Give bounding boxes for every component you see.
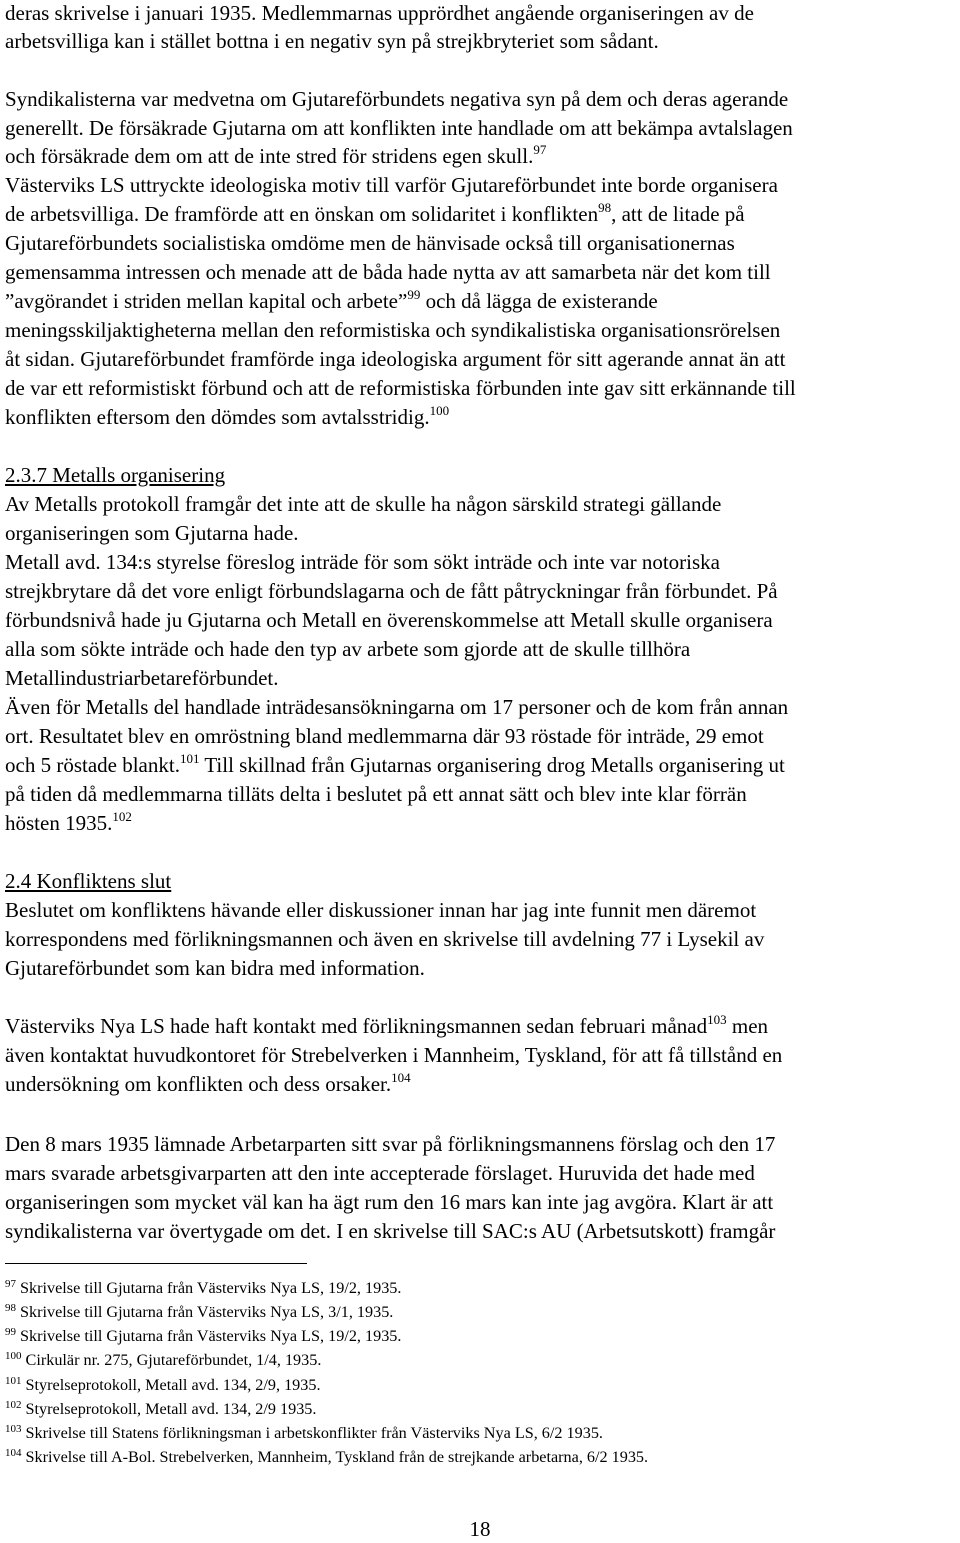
body-line	[5, 404, 449, 430]
footnote-number: 101	[5, 1375, 22, 1387]
footnote-number: 97	[5, 1278, 16, 1290]
footnote-text: Skrivelse till Statens förlikningsman i arbetskonflikter från Västerviks Nya LS, 6/2 1935.	[25, 1424, 603, 1442]
body-line: Gjutareförbundet som kan bidra med information.	[5, 956, 425, 980]
section-heading-metall: 2.3.7 Metalls organisering	[5, 463, 226, 487]
body-line	[5, 143, 546, 169]
body-line: korrespondens med förlikningsmannen och även en skrivelse till avdelning 77 i Lysekil av	[5, 927, 765, 951]
body-line: på tiden då medlemmarna tilläts delta i beslutet på ett annat sätt och blev inte klar förrän	[5, 782, 747, 806]
body-text: konflikten eftersom den dömdes som avtalsstridig.	[5, 405, 430, 429]
footnote	[5, 1399, 316, 1419]
footnote-number: 103	[5, 1423, 22, 1435]
footnote-number: 100	[5, 1350, 22, 1362]
body-text: och då lägga de existerande	[420, 289, 658, 313]
body-line: åt sidan. Gjutareförbundet framförde inga ideologiska argument för sitt agerande annat än att	[5, 347, 786, 371]
quote-text: ”avgörandet i striden mellan kapital och arbete”	[5, 289, 408, 313]
body-line: Metall avd. 134:s styrelse föreslog inträde för som sökt inträde och inte var notoriska	[5, 550, 720, 574]
body-line	[5, 810, 132, 836]
body-line: de var ett reformistiskt förbund och att de reformistiska förbunden inte gav sitt erkännande till	[5, 376, 796, 400]
body-line: syndikalisterna var övertygade om det. I en skrivelse till SAC:s AU (Arbetsutskott) framgår	[5, 1219, 776, 1243]
body-line: meningsskiljaktigheterna mellan den reformistiska och syndikalistiska organisationsrörelsen	[5, 318, 781, 342]
footnote-text: Skrivelse till A-Bol. Strebelverken, Mannheim, Tyskland från de strejkande arbetarna, 6/2 1935.	[25, 1448, 649, 1466]
footnote	[5, 1447, 648, 1467]
footnote	[5, 1350, 321, 1370]
body-text: hösten 1935.	[5, 811, 113, 835]
body-line: Metallindustriarbetareförbundet.	[5, 666, 279, 690]
footnote-text: Styrelseprotokoll, Metall avd. 134, 2/9 1935.	[25, 1400, 317, 1418]
body-text: Västerviks Nya LS hade haft kontakt med förlikningsmannen sedan februari månad	[5, 1014, 708, 1038]
body-line: deras skrivelse i januari 1935. Medlemmarnas upprördhet angående organiseringen av de	[5, 1, 754, 25]
body-line: arbetsvilliga kan i stället bottna i en negativ syn på strejkbryteriet som sådant.	[5, 29, 659, 53]
body-line: Den 8 mars 1935 lämnade Arbetarparten sitt svar på förlikningsmannens förslag och den 17	[5, 1132, 776, 1156]
footnote-text: Styrelseprotokoll, Metall avd. 134, 2/9, 1935.	[25, 1376, 321, 1394]
footnote-ref[interactable]: 99	[407, 287, 421, 302]
body-line: mars svarade arbetsgivarparten att den inte accepterade förslaget. Huruvida det hade med	[5, 1161, 755, 1185]
footnote-number: 104	[5, 1447, 22, 1459]
body-text: men	[726, 1014, 769, 1038]
footnote-ref[interactable]: 101	[179, 751, 200, 766]
footnote-ref[interactable]: 97	[533, 142, 547, 157]
footnote-number: 102	[5, 1399, 22, 1411]
body-line: strejkbrytare då det vore enligt förbundslagarna och de fått påtryckningar från förbundet. På	[5, 579, 778, 603]
body-line	[5, 1071, 411, 1097]
body-text: de arbetsvilliga. De framförde att en önskan om solidaritet i konflikten	[5, 202, 599, 226]
body-line: gemensamma intressen och menade att de båda hade nytta av att samarbeta när det kom till	[5, 260, 771, 284]
footnote	[5, 1375, 321, 1395]
footnote	[5, 1423, 603, 1443]
footnote-number: 98	[5, 1302, 16, 1314]
section-heading-konfliktens-slut: 2.4 Konfliktens slut	[5, 869, 172, 893]
body-line: förbundsnivå hade ju Gjutarna och Metall en överenskommelse att Metall skulle organisera	[5, 608, 773, 632]
body-line	[5, 288, 658, 314]
body-text: och 5 röstade blankt.	[5, 753, 180, 777]
body-line: alla som sökte inträde och hade den typ av arbete som gjorde att de skulle tillhöra	[5, 637, 691, 661]
footnote	[5, 1302, 393, 1322]
footnote-separator	[5, 1263, 307, 1264]
footnote	[5, 1326, 401, 1346]
footnote-ref[interactable]: 100	[429, 403, 450, 418]
body-line: Beslutet om konfliktens hävande eller diskussioner innan har jag inte funnit men däremot	[5, 898, 757, 922]
footnote-ref[interactable]: 102	[112, 809, 132, 824]
body-line: organiseringen som Gjutarna hade.	[5, 521, 299, 545]
body-line: generellt. De försäkrade Gjutarna om att konflikten inte handlade om att bekämpa avtalslagen	[5, 116, 793, 140]
footnote-ref[interactable]: 104	[391, 1070, 411, 1085]
body-line: Även för Metalls del handlade inträdesansökningarna om 17 personer och de kom från annan	[5, 695, 789, 719]
footnote-ref[interactable]: 98	[598, 200, 612, 215]
body-line: Syndikalisterna var medvetna om Gjutareförbundets negativa syn på dem och deras agerande	[5, 87, 789, 111]
body-line: Av Metalls protokoll framgår det inte att de skulle ha någon särskild strategi gällande	[5, 492, 722, 516]
body-line	[5, 201, 745, 227]
footnote-text: Skrivelse till Gjutarna från Västerviks Nya LS, 19/2, 1935.	[20, 1327, 402, 1345]
body-text: undersökning om konflikten och dess orsaker.	[5, 1072, 392, 1096]
footnote-text: Skrivelse till Gjutarna från Västerviks Nya LS, 3/1, 1935.	[20, 1303, 394, 1321]
body-line: Västerviks LS uttryckte ideologiska motiv till varför Gjutareförbundet inte borde organisera	[5, 173, 778, 197]
body-line: även kontaktat huvudkontoret för Strebelverken i Mannheim, Tyskland, för att få tillstånd en	[5, 1043, 783, 1067]
page-number: 18	[469, 1517, 491, 1541]
footnote-ref[interactable]: 103	[707, 1012, 727, 1027]
body-line	[5, 752, 785, 778]
body-text: , att de litade på	[611, 202, 745, 226]
footnote	[5, 1278, 401, 1298]
body-text: Till skillnad från Gjutarnas organisering drog Metalls organisering ut	[199, 753, 785, 777]
body-line: ort. Resultatet blev en omröstning bland medlemmarna där 93 röstade för inträde, 29 emot	[5, 724, 764, 748]
body-line: Gjutareförbundets socialistiska omdöme men de hänvisade också till organisationernas	[5, 231, 735, 255]
body-text: och försäkrade dem om att de inte stred för stridens egen skull.	[5, 144, 534, 168]
body-line	[5, 1013, 768, 1039]
body-line: organiseringen som mycket väl kan ha ägt rum den 16 mars kan inte jag avgöra. Klart är att	[5, 1190, 774, 1214]
footnote-text: Skrivelse till Gjutarna från Västerviks Nya LS, 19/2, 1935.	[20, 1279, 402, 1297]
footnote-number: 99	[5, 1326, 16, 1338]
footnote-text: Cirkulär nr. 275, Gjutareförbundet, 1/4, 1935.	[25, 1351, 322, 1369]
